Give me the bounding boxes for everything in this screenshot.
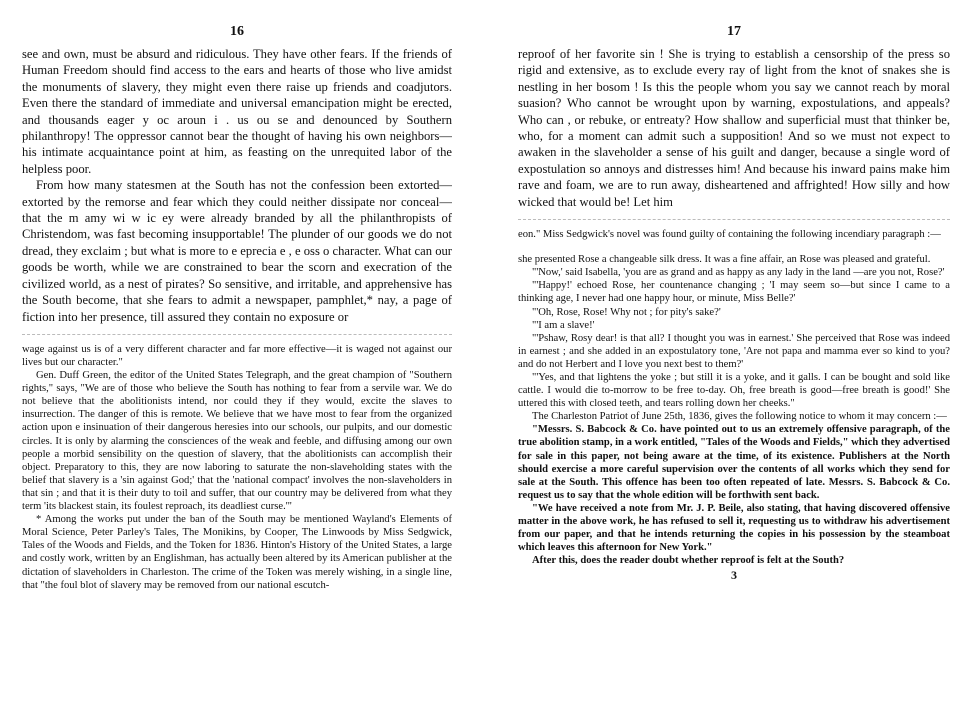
page-number-left: 16 xyxy=(230,24,244,39)
note-paragraph: "We have received a note from Mr. J. P. Beile, also stating, that having discovered offensive matter in the above work, he has refused to sell it, requesting us to withdraw his advertisement from our paper, and that he intends returning the copies in his possession by the steamboat which leaves this afternoon for New York." xyxy=(518,502,950,554)
note-paragraph: eon." Miss Sedgwick's novel was found guilty of containing the following incendiary paragraph :— xyxy=(518,229,941,241)
paragraph: From how many statesmen at the South has not the confession been extorted—extorted by the remorse and fear which they could neither dissipate nor conceal—that the m amy wi w ic ey were already branded by all the philanthropists of Christendom, was fast becoming insupportable! The plunder of our goods we do not dread, they exclaim ; but what is more to e eprecia e , e oss o character. What can our goods be worth, while we are constrained to bear the scorn and execration of the civilized world, as a nest of pirates? So sensitive, and irritable, and apprehensive has the South become, that she fears to admit a newspaper, pamphlet,* nay, a page of fiction into her presence, till assured they contain no exposure or xyxy=(22,178,452,324)
note-paragraph: "'Pshaw, Rosy dear! is that all? I thought you was in earnest.' She perceived that Rose was indeed in earnest ; and she added in an expostulatory tone, 'Are not papa and mamma ever so kind to you? and do not Herbert and I love you next best to them?' xyxy=(518,332,950,370)
right-main-text xyxy=(518,46,950,210)
note-paragraph: "Messrs. S. Babcock & Co. have pointed out to us an extremely offensive paragraph, of the true abolition stamp, in a work entitled, "Tales of the Woods and Fields," which they advertised for sale in this paper, not being aware at the time, of its existence. Publishers at the North should exercise a more careful supervision over the contents of all works which they send for sale at the South. This offence has been too often repeated of late. Messrs. S. Babcock & Co. request us to say that the whole edition will be forthwith sent back. xyxy=(518,424,950,501)
quote-paragraph: wage against us is of a very different character and far more effective—it is waged not against our lives but our character." xyxy=(22,343,452,368)
right-notes xyxy=(518,228,950,567)
note-paragraph: "'Oh, Rose, Rose! Why not ; for pity's sake?' xyxy=(532,306,721,318)
quote-paragraph: Gen. Duff Green, the editor of the United States Telegraph, and the great champion of "Southern rights," says, "We are of those who believe the South has nothing to fear from a servile war. We do not believe that the abolitionists intend, nor could they if they would, excite the slaves to insurrection. The danger of this is remote. We believe that we have most to fear from the organized action upon e insinuation of their dangerous heresies into our schools, our pulpits, and our domestic circles. It is only by alarming the consciences of the weak and feeble, and diffusing among our own people a morbid sensibility on the question of slavery, that the abolitionists can accomplish their object. Preparatory to this, they are now laboring to saturate the non-slaveholding states with the belief that slavery is a 'sin against God;' that the 'national compact' involves the non-slaveholders in that sin ; and that it is their duty to toil and suffer, that our country may be delivered from what they term 'its blackest stain, its foulest reproach, its deadliest curse.'" xyxy=(22,370,452,513)
note-paragraph: "'Happy!' echoed Rose, her countenance changing ; 'I may seem so—but since I came to a thinking age, I never had one happy hour, or minute, Miss Belle?' xyxy=(518,280,950,305)
paragraph: see and own, must be absurd and ridiculous. They have other fears. If the friends of Human Freedom should find access to the ears and hearts of those who live amidst the monuments of slavery, they might even there raise up friends and coadjutors. Even there the standard of immediate and universal emancipation might be erected, and thousands eager y oc aroun i . us ou se and denounced by Southern philanthropy! The oppressor cannot bear the thought of having his own neighbors—his intimate acquaintance point at him, as feasting on the unrequited labor of the helpless poor. xyxy=(22,47,452,176)
divider xyxy=(22,334,452,336)
divider xyxy=(518,219,950,221)
paragraph: reproof of her favorite sin ! She is trying to establish a censorship of the press so rigid and extensive, as to exclude every ray of light from the knot of snakes she is nestling in her bosom ! Is this the people whom you say we cannot reach by moral suasion? Who cannot be wrought upon by warning, expostulations, and appeals? Who can , or rebuke, or entreaty? How shallow and superficial must that thinker be, who, for a moment can admit such a supposition! And so we must not expect to awaken in the slaveholder a sense of his guilt and danger, because a single word of expostulation so annoys and distresses him! And because his inward pains make him rave and foam, we are to run away, disheartened and affrighted! How silly and how wicked that would be! Let him xyxy=(518,47,950,209)
right-page xyxy=(518,0,950,710)
left-main-text xyxy=(22,46,452,325)
note-paragraph: she presented Rose a changeable silk dress. It was a fine affair, an Rose was pleased and grateful. xyxy=(518,254,931,266)
note-paragraph: "'Yes, and that lightens the yoke ; but still it is a yoke, and it galls. I can be bought and sold like cattle. I would die to-morrow to be free to-day. Oh, free breath is good—free breath is good!' She uttered this with closed teeth, and tears rolling down her cheeks." xyxy=(518,372,950,410)
page-number-right: 17 xyxy=(727,24,741,39)
note-paragraph: "'I am a slave!' xyxy=(532,319,595,331)
note-paragraph: "'Now,' said Isabella, 'you are as grand and as happy as any lady in the land —are you not, Rose?' xyxy=(532,267,945,279)
footnote: * Among the works put under the ban of the South may be mentioned Wayland's Elements of Moral Science, Peter Parley's Tales, The Monikins, by Cooper, The Linwoods by Miss Sedgwick, Tales of the Woods and Fields, and the Token for 1836. Hinton's History of the United States, a large and costly work, written by an Englishman, has actually been altered by its American publisher at the dictation of slaveholders in Charleston. The crime of the Token was merely wishing, in a single line, that "the foul blot of slavery may be removed from our national escutch- xyxy=(22,514,452,591)
left-page xyxy=(22,0,452,710)
note-paragraph: After this, does the reader doubt whether reproof is felt at the South? xyxy=(532,555,845,567)
signature-mark: 3 xyxy=(731,568,737,583)
left-quote-block xyxy=(22,343,452,513)
note-paragraph: The Charleston Patriot of June 25th, 1836, gives the following notice to whom it may concern :— xyxy=(532,411,947,423)
